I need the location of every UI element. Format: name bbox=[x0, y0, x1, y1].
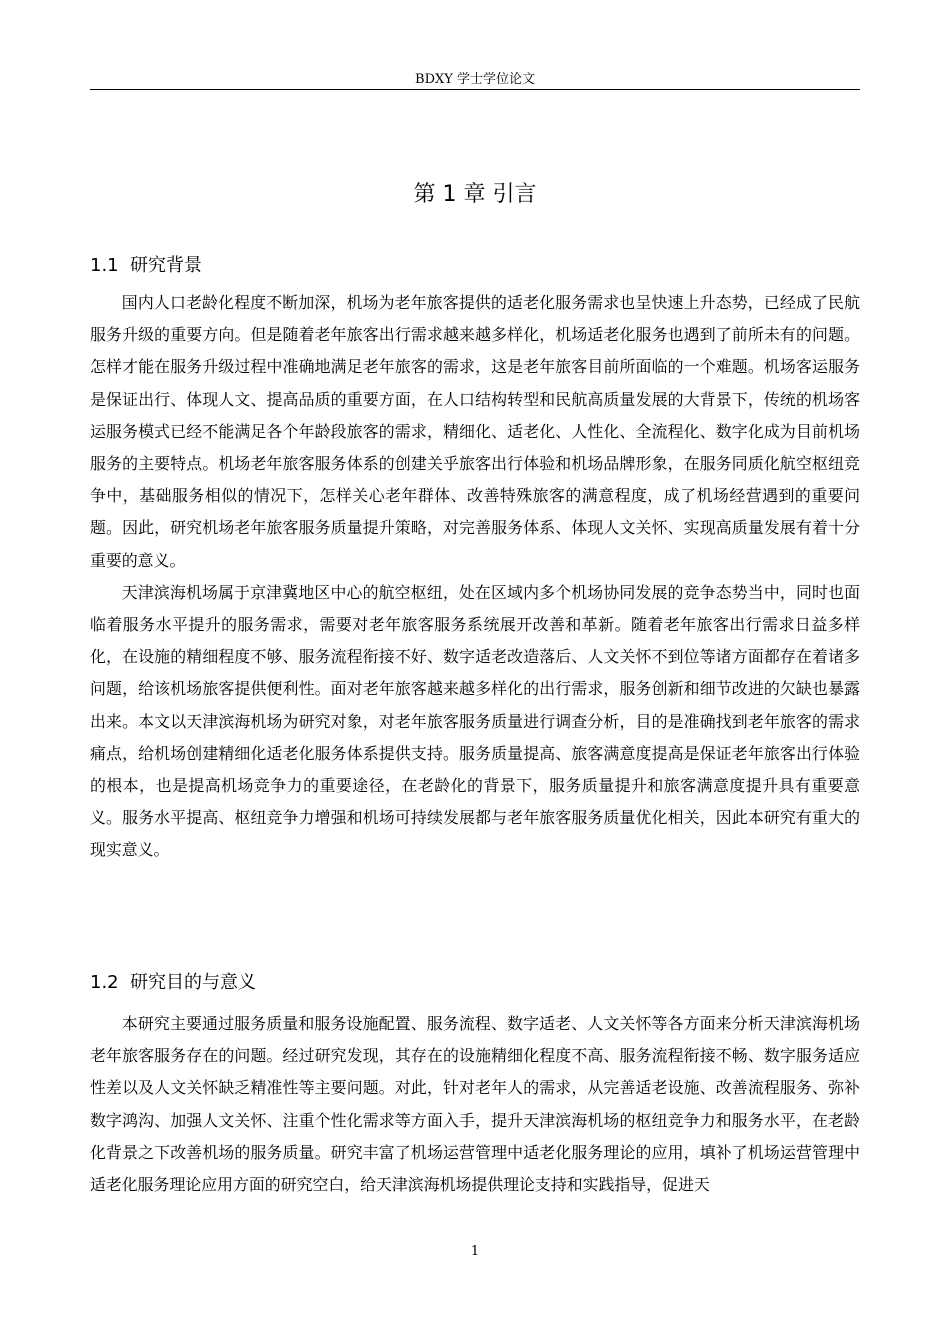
page-number: 1 bbox=[470, 1244, 480, 1259]
section-1-1-body bbox=[90, 287, 860, 867]
section-title: 研究背景 bbox=[130, 255, 202, 276]
header-rule bbox=[90, 89, 860, 90]
section-number: 1.1 bbox=[90, 255, 119, 276]
section-heading-1-1 bbox=[90, 253, 860, 279]
section-1-2-body bbox=[90, 1008, 860, 1201]
paragraph: 天津滨海机场属于京津冀地区中心的航空枢纽，处在区域内多个机场协同发展的竞争态势当中，同时也面临着服务水平提升的服务需求，需要对老年旅客服务系统展开改善和革新。随着老年旅客出行需求日益多样化，在设施的精细程度不够、服务流程衔接不好、数字适老改造落后、人文关怀不到位等诸方面都存在着诸多问题，给该机场旅客提供便利性。面对老年旅客越来越多样化的出行需求，服务创新和细节改进的欠缺也暴露出来。本文以天津滨海机场为研究对象，对老年旅客服务质量进行调查分析，目的是准确找到老年旅客的需求痛点，给机场创建精细化适老化服务体系提供支持。服务质量提高、旅客满意度提高是保证老年旅客出行体验的根本，也是提高机场竞争力的重要途径，在老龄化的背景下，服务质量提升和旅客满意度提升具有重要意义。服务水平提高、枢纽竞争力增强和机场可持续发展都与老年旅客服务质量优化相关，因此本研究有重大的现实意义。 bbox=[90, 582, 860, 860]
paragraph: 本研究主要通过服务质量和服务设施配置、服务流程、数字适老、人文关怀等各方面来分析天津滨海机场老年旅客服务存在的问题。经过研究发现，其存在的设施精细化程度不高、服务流程衔接不畅、数字服务适应性差以及人文关怀缺乏精准性等主要问题。对此，针对老年人的需求，从完善适老设施、改善流程服务、弥补数字鸿沟、加强人文关怀、注重个性化需求等方面入手，提升天津滨海机场的枢纽竞争力和服务水平，在老龄化背景之下改善机场的服务质量。研究丰富了机场运营管理中适老化服务理论的应用，填补了机场运营管理中适老化服务理论应用方面的研究空白，给天津滨海机场提供理论支持和实践指导，促进天 bbox=[90, 1014, 860, 1195]
paragraph: 国内人口老龄化程度不断加深，机场为老年旅客提供的适老化服务需求也呈快速上升态势，已经成了民航服务升级的重要方向。但是随着老年旅客出行需求越来越多样化，机场适老化服务也遇到了前所未有的问题。怎样才能在服务升级过程中准确地满足老年旅客的需求，这是老年旅客目前所面临的一个难题。机场客运服务是保证出行、体现人文、提高品质的重要方面，在人口结构转型和民航高质量发展的大背景下，传统的机场客运服务模式已经不能满足各个年龄段旅客的需求，精细化、适老化、人性化、全流程化、数字化成为目前机场服务的主要特点。机场老年旅客服务体系的创建关乎旅客出行体验和机场品牌形象，在服务同质化航空枢纽竞争中，基础服务相似的情况下，怎样关心老年群体、改善特殊旅客的满意程度，成了机场经营遇到的重要问题。因此，研究机场老年旅客服务质量提升策略，对完善服务体系、体现人文关怀、实现高质量发展有着十分重要的意义。 bbox=[90, 293, 860, 570]
section-title: 研究目的与意义 bbox=[130, 972, 256, 993]
chapter-title: 第 1 章 引言 bbox=[413, 182, 537, 207]
section-number: 1.2 bbox=[90, 972, 119, 993]
running-header: BDXY 学士学位论文 bbox=[415, 72, 535, 87]
section-heading-1-2 bbox=[90, 970, 860, 996]
